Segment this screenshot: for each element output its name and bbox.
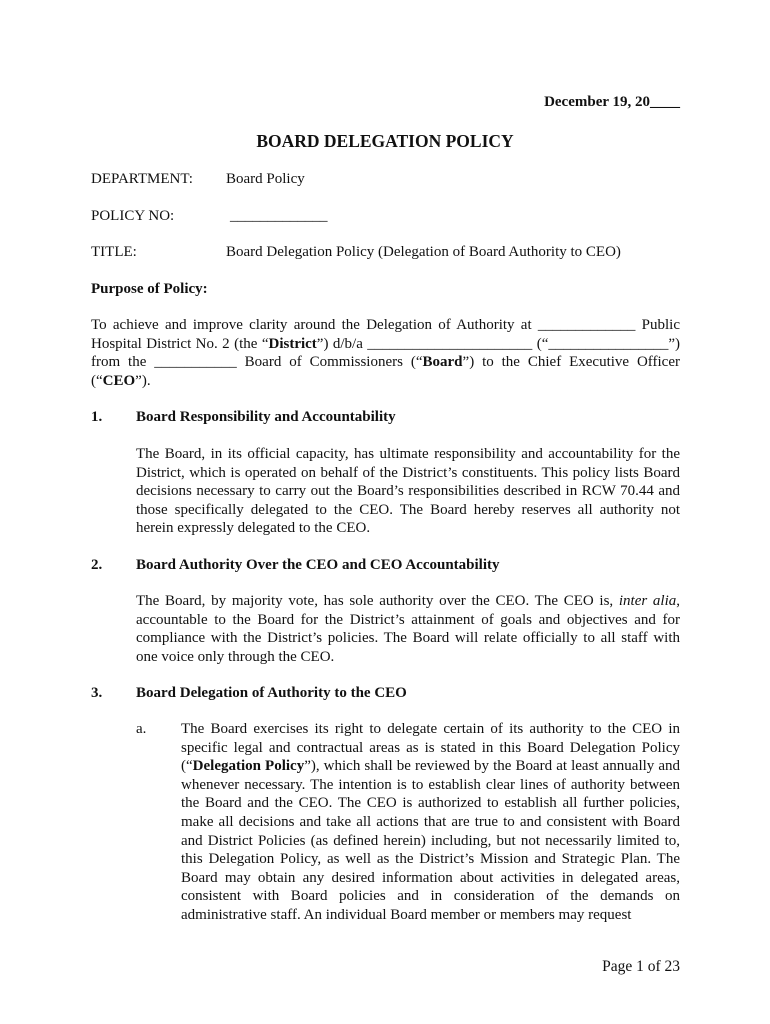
district-term: District xyxy=(268,335,317,352)
section-1-number: 1. xyxy=(91,409,103,425)
page-number: Page 1 of 23 xyxy=(602,958,680,975)
purpose-text-3: ”) to the Chief Executive Officer (“ xyxy=(91,354,680,389)
delegation-policy-term: Delegation Policy xyxy=(192,758,305,775)
policy-no-label: POLICY NO: xyxy=(91,208,175,224)
purpose-paragraph xyxy=(91,316,680,390)
section-3a-text-2: ”), which shall be reviewed by the Board at least annually and whenever necessary. The intention is to establish clear lines of authority between the Board and the CEO. The CEO is authorized to establish all further policies, make all decisions and take all actions that are true to and consistent with Board and District Policies (as defined herein) including, but not necessarily limited to, this Delegation Policy, as well as the District’s Mission and Strategic Plan. The Board may obtain any desired information about activities in delegated areas, consistent with Board policies and in consideration of the demands on administrative staff. An individual Board member or members may request xyxy=(181,758,680,923)
title-value: Board Delegation Policy (Delegation of Board Authority to CEO) xyxy=(226,244,621,260)
purpose-text-4: ”). xyxy=(135,372,151,389)
board-term: Board xyxy=(422,354,463,371)
purpose-text-2: ”) d/b/a ______________________ (“________________”) from the ___________ Board of Commissioners (“ xyxy=(91,335,681,371)
section-2-body xyxy=(136,592,680,666)
ceo-term: CEO xyxy=(102,372,136,389)
purpose-heading: Purpose of Policy: xyxy=(91,281,208,297)
inter-alia-term: inter alia xyxy=(618,593,677,609)
title-label: TITLE: xyxy=(91,244,137,260)
policy-no-value: _____________ xyxy=(230,208,328,224)
section-3a-body xyxy=(181,720,680,925)
section-2-heading: Board Authority Over the CEO and CEO Accountability xyxy=(136,557,500,573)
section-3a-marker: a. xyxy=(136,721,147,737)
department-value: Board Policy xyxy=(226,171,305,187)
section-3-heading: Board Delegation of Authority to the CEO xyxy=(136,685,407,701)
section-3-number: 3. xyxy=(91,685,103,701)
section-2-text-1: The Board, by majority vote, has sole authority over the CEO. The CEO is, xyxy=(136,593,619,609)
purpose-text-1: To achieve and improve clarity around the Delegation of Authority at _____________ Public Hospital District No. 2 (the “ xyxy=(91,317,680,352)
section-3a-text-1: The Board exercises its right to delegate certain of its authority to the CEO in specific legal and contractual areas as is stated in this Board Delegation Policy (“ xyxy=(181,721,680,775)
section-2-number: 2. xyxy=(91,557,103,573)
document-title: BOARD DELEGATION POLICY xyxy=(256,131,514,151)
section-1-heading: Board Responsibility and Accountability xyxy=(136,409,396,425)
section-2-text-2: , accountable to the Board for the District’s attainment of goals and objectives and for compliance with the District’s policies. The Board will relate officially to all staff with one voice only through the CEO. xyxy=(136,593,680,665)
document-date: December 19, 20____ xyxy=(544,94,680,110)
department-label: DEPARTMENT: xyxy=(91,171,193,187)
section-1-body: The Board, in its official capacity, has ultimate responsibility and accountability for the District, which is operated on behalf of the District’s constituents. This policy lists Board decisions necessary to carry out the Board’s responsibilities described in RCW 70.44 and those specifically delegated to the CEO. The Board hereby reserves all authority not herein expressly delegated to the CEO. xyxy=(136,446,680,537)
